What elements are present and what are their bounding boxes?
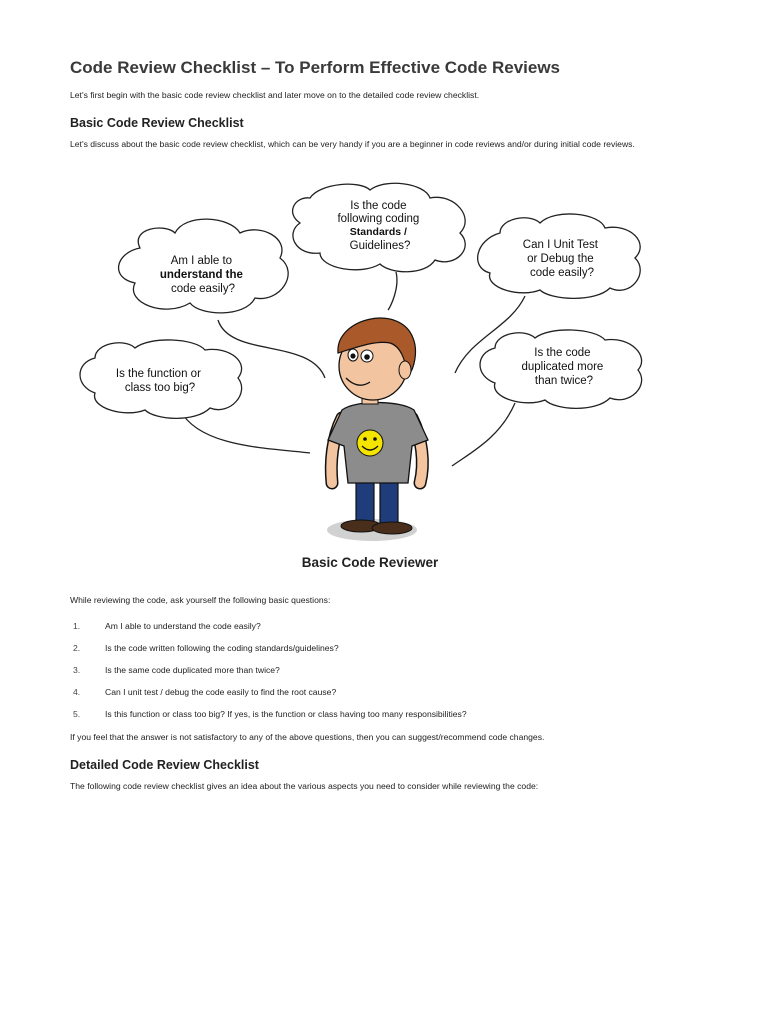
thought-cloud-unittest [478, 214, 641, 298]
svg-text:Can I Unit Test or Deb [523, 239, 601, 279]
cloud-line: Is the code [534, 347, 591, 359]
cloud-line: or Debug the [527, 253, 594, 265]
thought-cloud-standards [293, 183, 466, 271]
list-text: Am I able to understand the code easily? [105, 621, 261, 631]
code-reviewer-illustration [70, 178, 670, 578]
svg-text:Am I able to understan [160, 255, 246, 295]
cloud-line: Is the function or [115, 368, 201, 380]
smiley-icon [357, 430, 383, 456]
after-list-paragraph: If you feel that the answer is not satisfactory to any of the above questions, then you can suggest/recommend code changes. [70, 732, 545, 742]
cloud-line: understand the [159, 269, 243, 281]
cloud-line: following coding [337, 213, 420, 225]
intro-paragraph: Let's first begin with the basic code review checklist and later move on to the detailed code review checklist. [70, 90, 480, 100]
reviewer-character [327, 318, 428, 541]
cloud-line: class too big? [124, 382, 196, 394]
list-number: 5. [73, 709, 81, 719]
list-number: 2. [73, 643, 81, 653]
cloud-line: code easily? [171, 283, 235, 295]
list-item [70, 704, 690, 726]
page-title: Code Review Checklist – To Perform Effective Code Reviews [70, 58, 561, 77]
cloud-line: code easily? [530, 267, 594, 279]
cloud-line: duplicated more [521, 361, 604, 373]
list-item [70, 682, 690, 704]
cloud-line: Can I Unit Test [522, 239, 599, 251]
list-text: Is this function or class too big? If yes, is the function or class having too many responsibilities? [105, 709, 467, 719]
list-number: 3. [73, 665, 81, 675]
questions-intro: While reviewing the code, ask yourself the following basic questions: [70, 595, 331, 605]
thought-cloud-duplicated [480, 330, 642, 408]
cloud-line: than twice? [534, 375, 594, 387]
thought-cloud-understand [119, 219, 289, 313]
cloud-line: Standards / [349, 226, 407, 238]
list-number: 4. [73, 687, 81, 697]
list-number: 1. [73, 621, 81, 631]
cloud-line: Guidelines? [349, 240, 411, 252]
list-item [70, 616, 690, 638]
thought-cloud-toobig [80, 340, 242, 418]
detailed-checklist-text: The following code review checklist gives an idea about the various aspects you need to consider while reviewing the code: [70, 781, 539, 791]
list-item [70, 638, 690, 660]
list-item [70, 660, 690, 682]
list-text: Is the code written following the coding standards/guidelines? [105, 643, 339, 653]
figure-caption: Basic Code Reviewer [301, 555, 439, 570]
basic-checklist-text: Let's discuss about the basic code review checklist, which can be very handy if you are a beginner in code reviews and/or during initial code reviews. [70, 139, 635, 149]
basic-questions-list [70, 616, 690, 726]
basic-checklist-heading: Basic Code Review Checklist [70, 116, 244, 130]
detailed-checklist-heading: Detailed Code Review Checklist [70, 758, 259, 772]
connector-line [452, 403, 515, 466]
cloud-line: Am I able to [170, 255, 233, 267]
right-shoe [372, 522, 412, 534]
list-text: Is the same code duplicated more than twice? [105, 665, 280, 675]
connector-line [388, 272, 397, 310]
connector-line [180, 410, 310, 453]
cloud-line: Is the code [350, 200, 407, 212]
list-text: Can I unit test / debug the code easily to find the root cause? [105, 687, 337, 697]
